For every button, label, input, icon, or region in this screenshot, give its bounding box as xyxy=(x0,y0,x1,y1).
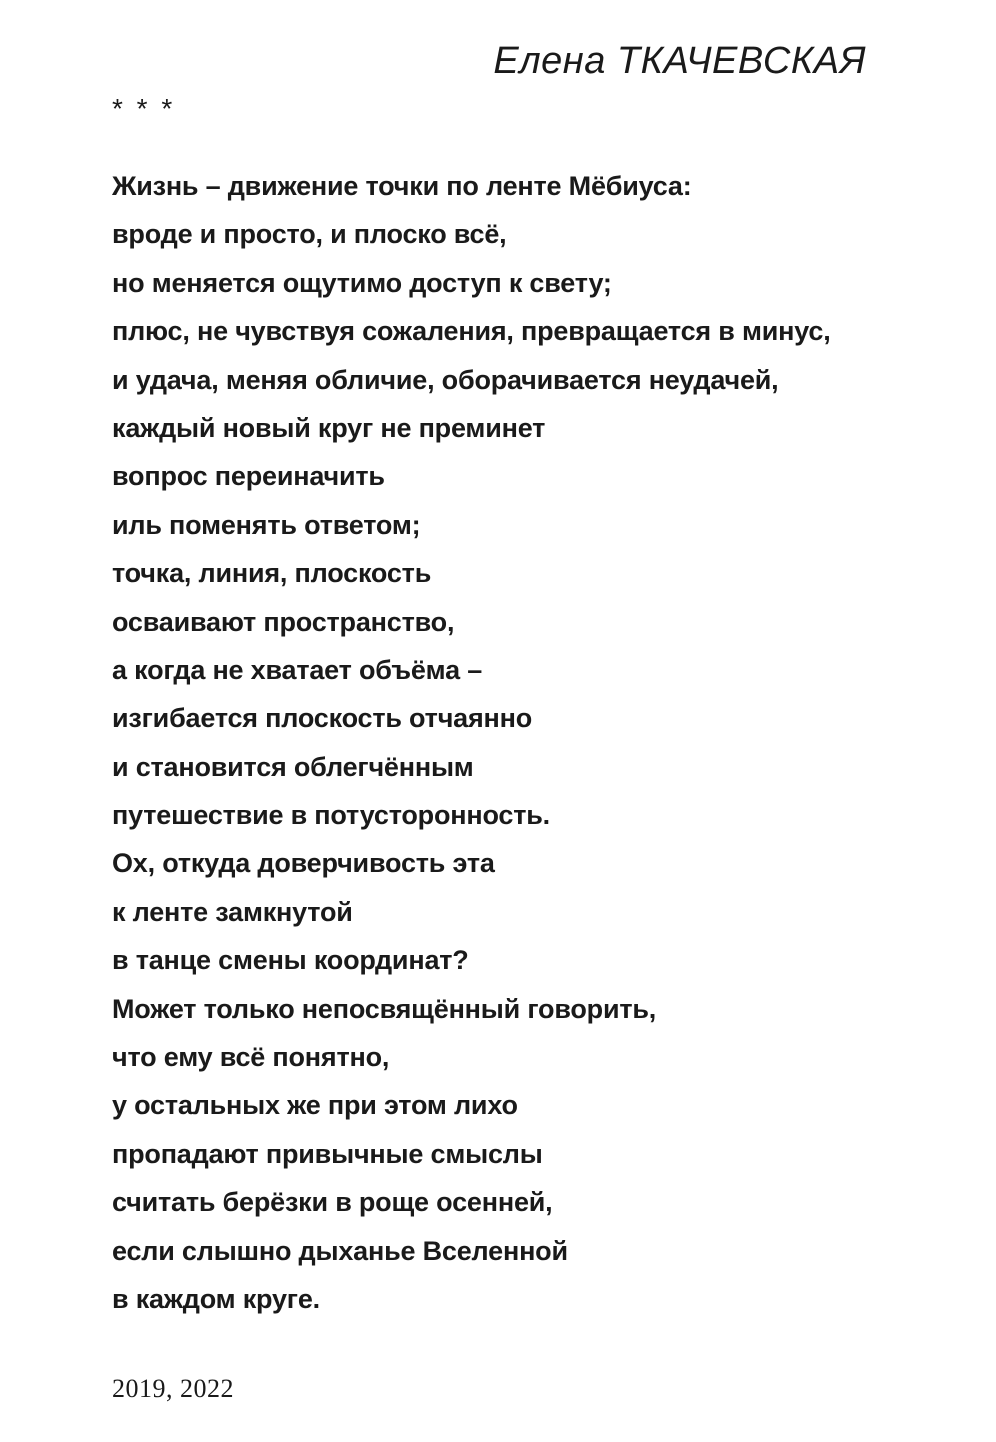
poem-line: в танце смены координат? xyxy=(112,945,469,976)
poem-line: и удача, меняя обличие, оборачивается неудачей, xyxy=(112,364,779,395)
poem-line: и становится облегчённым xyxy=(112,751,474,782)
poem-line: у остальных же при этом лихо xyxy=(112,1090,518,1121)
poem-line: а когда не хватает объёма – xyxy=(112,654,483,685)
poem-line: плюс, не чувствуя сожаления, превращается в минус, xyxy=(112,316,831,347)
poem-line: осваивают пространство, xyxy=(112,606,455,637)
author-name: Елена ТКАЧЕВСКАЯ xyxy=(493,40,866,82)
poem-line: если слышно дыханье Вселенной xyxy=(112,1235,568,1266)
poem-line: вроде и просто, и плоско всё, xyxy=(112,219,507,250)
poem-line: считать берёзки в роще осенней, xyxy=(112,1187,553,1218)
poem-body xyxy=(112,162,972,1323)
poem-line: что ему всё понятно, xyxy=(112,1042,390,1073)
poem-line: пропадают привычные смыслы xyxy=(112,1138,543,1169)
poem-line: Жизнь – движение точки по ленте Мёбиуса: xyxy=(112,171,692,201)
poem-line: иль поменять ответом; xyxy=(112,509,421,540)
poem-line: Ох, откуда доверчивость эта xyxy=(112,848,495,879)
poem-date: 2019, 2022 xyxy=(112,1374,234,1403)
poem-line: Может только непосвящённый говорить, xyxy=(112,993,657,1024)
poem-line: в каждом круге. xyxy=(112,1283,320,1314)
poem-line: путешествие в потусторонность. xyxy=(112,800,550,831)
poem-line: точка, линия, плоскость xyxy=(112,558,432,589)
poem-line: к ленте замкнутой xyxy=(112,896,353,927)
poem-line: каждый новый круг не преминет xyxy=(112,412,546,443)
poem-line: изгибается плоскость отчаянно xyxy=(112,703,533,734)
section-separator: * * * xyxy=(112,93,176,124)
poem-line: но меняется ощутимо доступ к свету; xyxy=(112,267,612,298)
poem-line: вопрос переиначить xyxy=(112,461,385,492)
